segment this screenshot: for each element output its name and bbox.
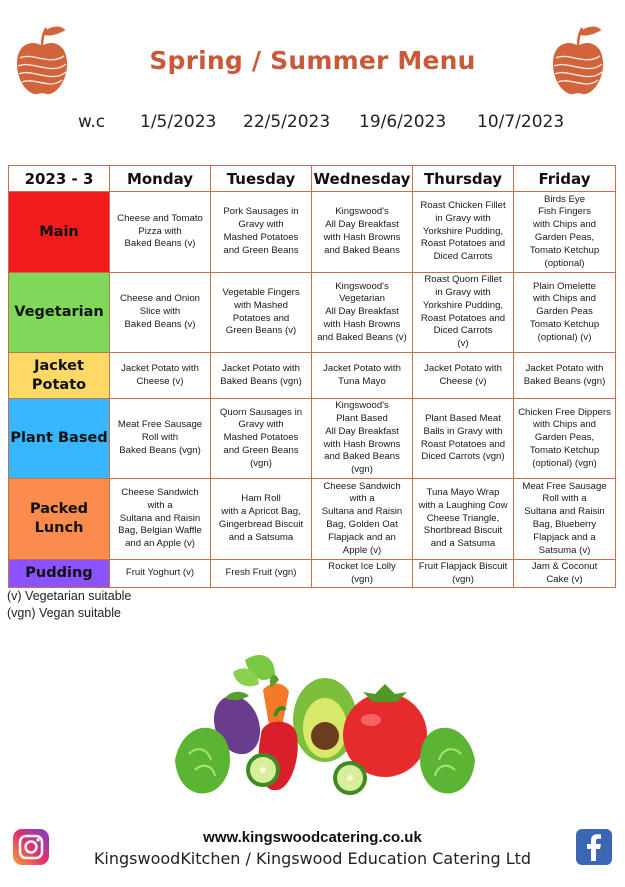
apple-logo-icon [548, 22, 608, 100]
menu-cell: Roast Quorn Fillet in Gravy with Yorkshire Pudding, Roast Potatoes and Diced Carrots (v) [413, 273, 514, 353]
category-packed-lunch: Packed Lunch [9, 479, 110, 560]
category-plant-based: Plant Based [9, 399, 110, 479]
table-row [9, 399, 616, 479]
menu-cell: Meat Free Sausage Roll with Baked Beans (vgn) [110, 399, 211, 479]
menu-cell: Vegetable Fingers with Mashed Potatoes and Green Beans (v) [211, 273, 312, 353]
menu-cell: Plain Omelette with Chips and Garden Peas Tomato Ketchup (optional) (v) [514, 273, 616, 353]
dietary-legend [7, 588, 131, 622]
menu-cell: Jacket Potato with Cheese (v) [413, 353, 514, 399]
day-header: Tuesday [211, 166, 312, 192]
day-header: Friday [514, 166, 616, 192]
menu-cell: Rocket Ice Lolly (vgn) [312, 560, 413, 588]
menu-cell: Kingswood's Plant Based All Day Breakfast with Hash Browns and Baked Beans (vgn) [312, 399, 413, 479]
table-row [9, 273, 616, 353]
menu-table [8, 165, 616, 588]
facebook-icon[interactable] [575, 828, 613, 866]
menu-cell: Cheese Sandwich with a Sultana and Raisin Bag, Belgian Waffle and an Apple (v) [110, 479, 211, 560]
legend-item: (v) Vegetarian suitable [7, 589, 132, 603]
legend-item: (vgn) Vegan suitable [7, 606, 121, 620]
category-vegetarian: Vegetarian [9, 273, 110, 353]
table-header-row [9, 166, 616, 192]
menu-cell: Fruit Yoghurt (v) [110, 560, 211, 588]
menu-cell: Jacket Potato with Baked Beans (vgn) [514, 353, 616, 399]
menu-cell: Jam & Coconut Cake (v) [514, 560, 616, 588]
table-row [9, 192, 616, 273]
vegetables-illustration [175, 650, 475, 805]
menu-cell: Kingswood's Vegetarian All Day Breakfast with Hash Browns and Baked Beans (v) [312, 273, 413, 353]
menu-cell: Jacket Potato with Tuna Mayo [312, 353, 413, 399]
week-date: 10/7/2023 [477, 112, 565, 132]
menu-cell: Birds Eye Fish Fingers with Chips and Garden Peas, Tomato Ketchup (optional) [514, 192, 616, 273]
menu-cell: Ham Roll with a Apricot Bag, Gingerbread Biscuit and a Satsuma [211, 479, 312, 560]
table-row [9, 560, 616, 588]
day-header: Monday [110, 166, 211, 192]
category-pudding: Pudding [9, 560, 110, 588]
week-commencing-dates [0, 112, 625, 136]
menu-cell: Jacket Potato with Baked Beans (vgn) [211, 353, 312, 399]
week-date: 1/5/2023 [140, 112, 217, 132]
menu-cell: Plant Based Meat Balls in Gravy with Roast Potatoes and Diced Carrots (vgn) [413, 399, 514, 479]
category-main: Main [9, 192, 110, 273]
menu-cell: Quorn Sausages in Gravy with Mashed Potatoes and Green Beans (vgn) [211, 399, 312, 479]
menu-cell: Jacket Potato with Cheese (v) [110, 353, 211, 399]
menu-cell: Fruit Flapjack Biscuit (vgn) [413, 560, 514, 588]
menu-cell: Cheese and Onion Slice with Baked Beans (v) [110, 273, 211, 353]
year-header: 2023 - 3 [9, 166, 110, 192]
menu-cell: Chicken Free Dippers with Chips and Garden Peas, Tomato Ketchup (optional) (vgn) [514, 399, 616, 479]
day-header: Wednesday [312, 166, 413, 192]
menu-cell: Pork Sausages in Gravy with Mashed Potatoes and Green Beans [211, 192, 312, 273]
day-header: Thursday [413, 166, 514, 192]
menu-cell: Kingswood's All Day Breakfast with Hash Browns and Baked Beans [312, 192, 413, 273]
menu-cell: Meat Free Sausage Roll with a Sultana and Raisin Bag, Blueberry Flapjack and a Satsuma (v) [514, 479, 616, 560]
menu-cell: Roast Chicken Fillet in Gravy with Yorkshire Pudding, Roast Potatoes and Diced Carrots [413, 192, 514, 273]
week-date: 19/6/2023 [359, 112, 447, 132]
menu-cell: Cheese and Tomato Pizza with Baked Beans (v) [110, 192, 211, 273]
company-name: KingswoodKitchen / Kingswood Education Catering Ltd [93, 849, 532, 868]
menu-cell: Fresh Fruit (vgn) [211, 560, 312, 588]
week-commencing-label: w.c [78, 112, 106, 132]
page-title: Spring / Summer Menu [149, 46, 476, 75]
category-jacket-potato: Jacket Potato [9, 353, 110, 399]
week-date: 22/5/2023 [243, 112, 331, 132]
table-row [9, 353, 616, 399]
table-row [9, 479, 616, 560]
menu-cell: Cheese Sandwich with a Sultana and Raisin Bag, Golden Oat Flapjack and an Apple (v) [312, 479, 413, 560]
menu-cell: Tuna Mayo Wrap with a Laughing Cow Cheese Triangle, Shortbread Biscuit and a Satsuma [413, 479, 514, 560]
website-link[interactable]: www.kingswoodcatering.co.uk [203, 829, 422, 846]
